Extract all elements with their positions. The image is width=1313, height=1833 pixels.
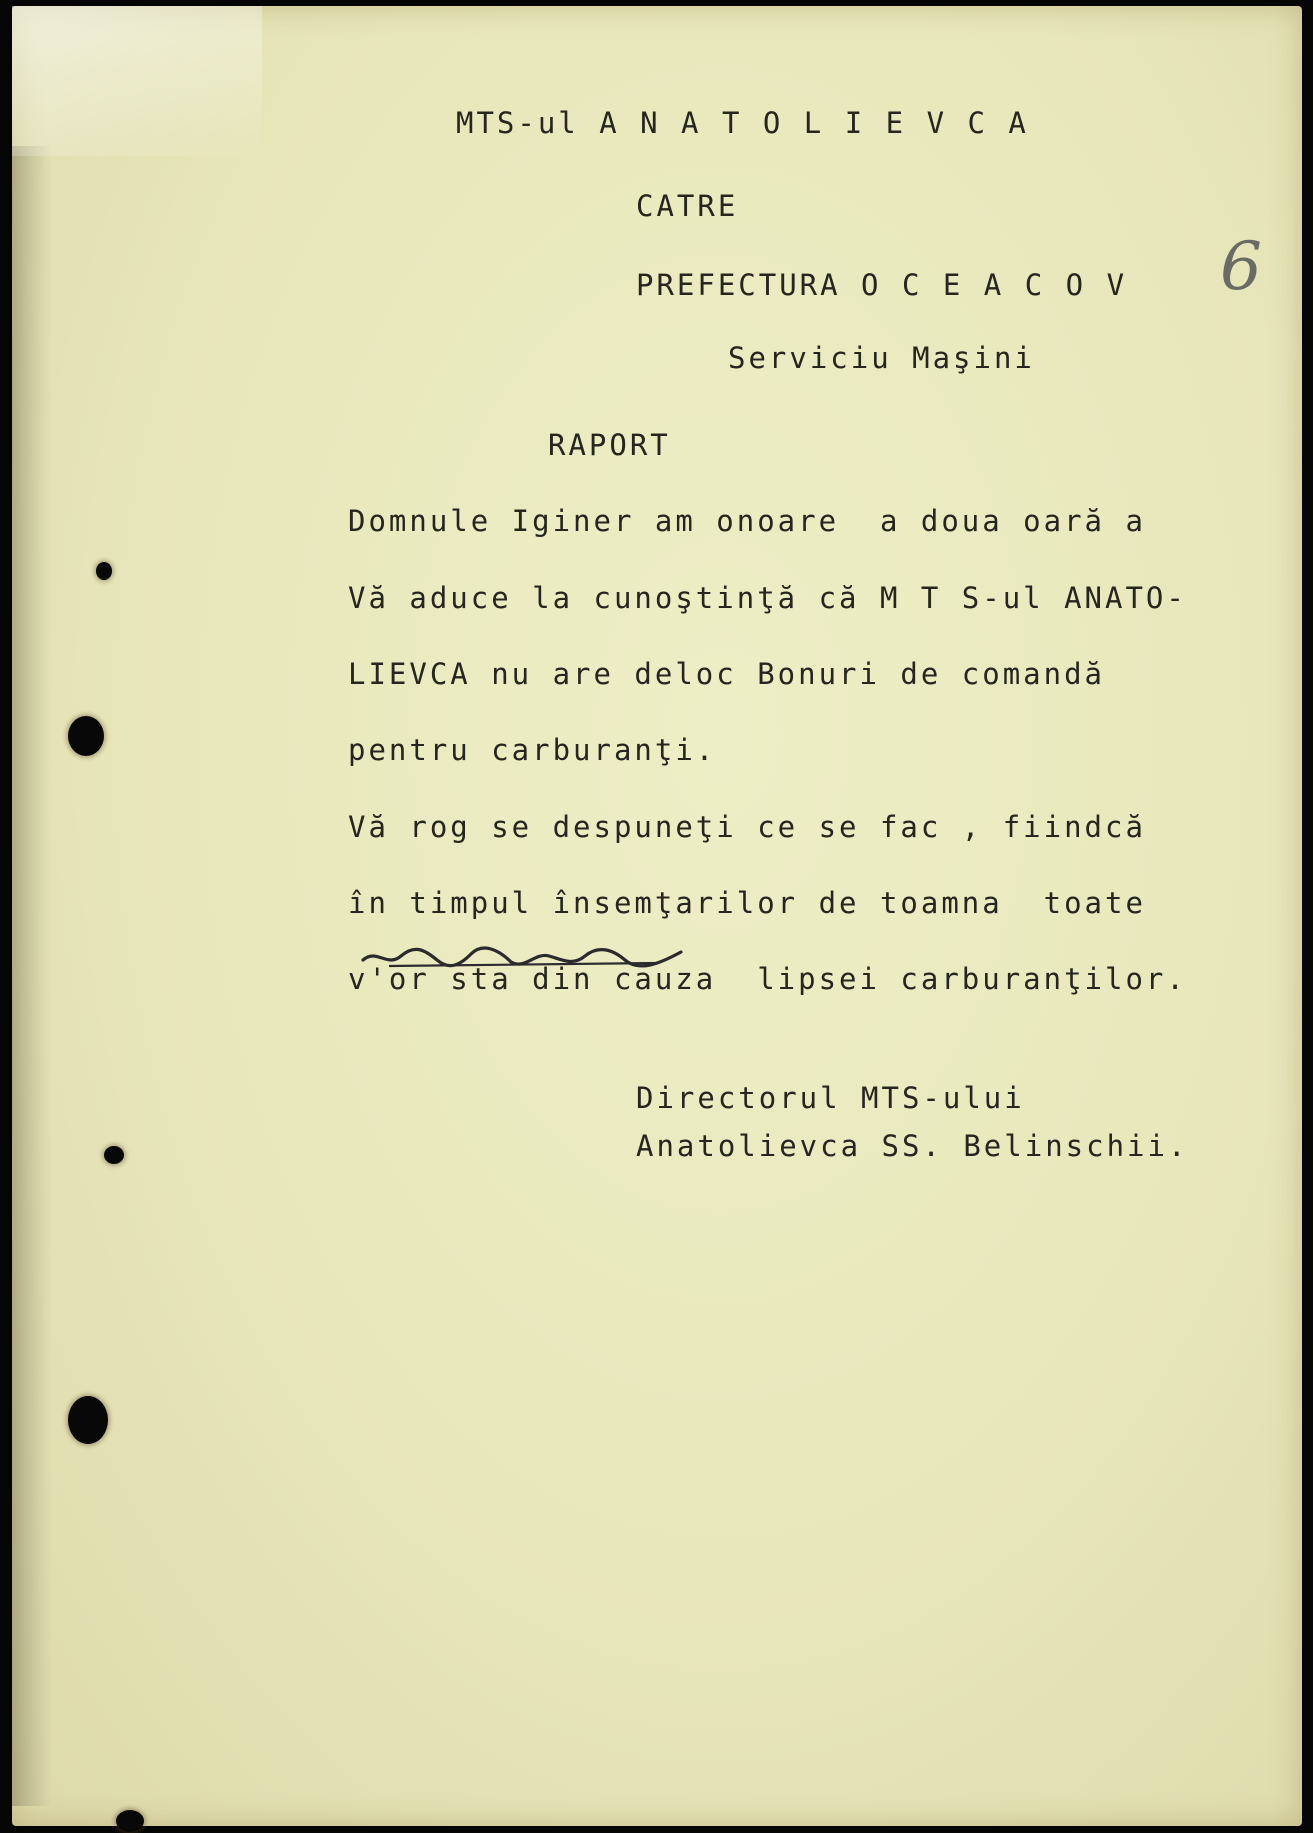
document-page bbox=[12, 6, 1302, 1826]
header-to: CATRE bbox=[636, 189, 739, 223]
punch-hole bbox=[104, 1146, 124, 1164]
body-line-2: Vă aduce la cunoştinţă că M T S-ul ANATO- bbox=[348, 581, 1187, 615]
punch-hole bbox=[68, 1396, 108, 1444]
body-line-4: pentru carburanţi. bbox=[348, 733, 717, 767]
handwritten-page-number: 6 bbox=[1220, 228, 1262, 305]
header-department: Serviciu Maşini bbox=[728, 341, 1035, 375]
header-sender: MTS-ul A N A T O L I E V C A bbox=[456, 106, 1029, 140]
header-recipient: PREFECTURA O C E A C O V bbox=[636, 268, 1128, 302]
body-line-3: LIEVCA nu are deloc Bonuri de comandă bbox=[348, 657, 1106, 691]
document-title: RAPORT bbox=[548, 428, 671, 462]
page-shadow bbox=[12, 146, 52, 1806]
body-line-6: în timpul însemţarilor de toamna toate bbox=[348, 886, 1146, 920]
punch-hole bbox=[116, 1810, 144, 1832]
body-line-7: v'or sta din cauza lipsei carburanţilor. bbox=[348, 962, 1187, 996]
punch-hole bbox=[68, 716, 104, 756]
signature-name: Anatolievca SS. Belinschii. bbox=[636, 1129, 1189, 1163]
page-fold bbox=[12, 6, 262, 156]
body-line-1: Domnule Iginer am onoare a doua oară a bbox=[348, 504, 1146, 538]
punch-hole bbox=[96, 562, 112, 580]
body-line-5: Vă rog se despuneţi ce se fac , fiindcă bbox=[348, 810, 1146, 844]
signature-title: Directorul MTS-ului bbox=[636, 1081, 1025, 1115]
